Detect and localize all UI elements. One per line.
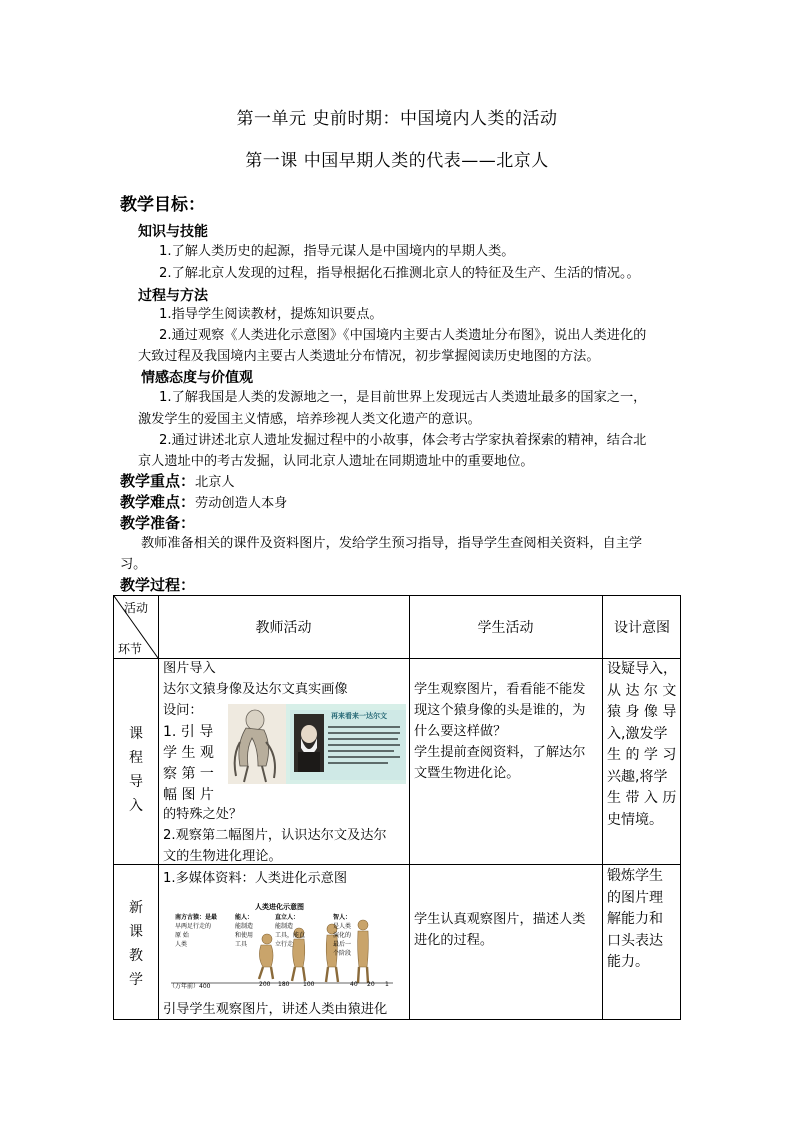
intro-teacher-line-1: 图片导入	[163, 661, 216, 676]
stage-intro: 课 程 导 入	[129, 726, 143, 814]
key-point-label: 教学重点：	[120, 472, 196, 490]
attitude-item-2-line-2: 京人遗址中的考古发掘，认同北京人遗址在同期遗址中的重要地位。	[138, 454, 534, 469]
intro-teacher-line-9: 2.观察第二幅图片，认识达尔文及达尔	[163, 828, 387, 843]
key-point-value: 北京人	[195, 475, 235, 490]
attitude-item-2-line-1: 2.通过讲述北京人遗址发掘过程中的小故事，体会考古学家执着探索的精神，结合北	[159, 433, 647, 448]
intro-teacher-line-2: 达尔文猿身像及达尔文真实画像	[163, 682, 348, 697]
intro-teacher-line-5: 学 生 观	[163, 745, 214, 761]
intro-student-line-2: 现这个猿身像的头是谁的，为	[414, 703, 586, 718]
diagram-tick-40: 40	[350, 981, 358, 988]
new-student-line-1: 学生认真观察图片，描述人类	[414, 912, 586, 927]
diagram-tick-180: 180	[278, 981, 290, 988]
preparation-line-2: 习。	[120, 557, 147, 572]
header-intent: 设计意图	[614, 620, 670, 636]
diagram-label-homo-habilis: 能人： 能制造 和使用 工具	[235, 914, 254, 948]
diagram-tick-20: 20	[367, 981, 375, 988]
intro-teacher-line-10: 文的生物进化理论。	[163, 849, 282, 864]
darwin-image-caption: 再来看来一达尔文	[331, 712, 387, 720]
intro-teacher-line-8: 的特殊之处？	[163, 807, 243, 822]
process-heading: 教学过程：	[120, 576, 196, 594]
difficulty-value: 劳动创造人本身	[195, 496, 288, 511]
intro-student-line-5: 文暨生物进化论。	[414, 766, 520, 781]
process-method-heading: 过程与方法	[138, 288, 208, 304]
header-teacher: 教师活动	[255, 620, 312, 636]
preparation-label: 教学准备：	[120, 514, 196, 532]
knowledge-item-1: 1.了解人类历史的起源，指导元谋人是中国境内的早期人类。	[159, 244, 515, 259]
preparation-line-1: 教师准备相关的课件及资料图片，发给学生预习指导，指导学生查阅相关资料，自主学	[141, 536, 643, 551]
corner-bottom-label: 环节	[118, 642, 143, 656]
intro-student-line-1: 学生观察图片，看看能不能发	[414, 682, 586, 697]
objectives-heading: 教学目标：	[120, 195, 205, 215]
diagram-tick-200: 200	[259, 981, 271, 988]
diagram-tick-1: 1	[385, 981, 389, 988]
intro-intent: 设疑导入， 从 达 尔 文 猿 身 像 导 入,激发学 生 的 学 习 兴趣,将学 生 带 入 历 史情境。	[607, 661, 677, 828]
intro-teacher-line-7: 幅 图 片	[163, 787, 214, 803]
darwin-images	[228, 704, 406, 784]
difficulty-label: 教学难点：	[120, 493, 196, 511]
new-teacher-line-2: 引导学生观察图片，讲述人类由猿进化	[163, 1002, 388, 1017]
process-item-2-line-2: 大致过程及我国境内主要古人类遗址分布情况，初步掌握阅读历史地图的方法。	[138, 349, 600, 364]
knowledge-heading: 知识与技能	[138, 224, 208, 240]
stage-new-lesson: 新 课 教 学	[129, 900, 143, 988]
header-student: 学生活动	[477, 620, 534, 636]
intro-student-line-4: 学生提前查阅资料，了解达尔	[414, 745, 586, 760]
diagram-label-homo-sapiens: 智人： 是人类 演化的 最后一 个阶段	[333, 914, 352, 957]
diagram-label-homo-erectus: 直立人： 能制造 工具，能直 立行走	[275, 914, 306, 948]
diagram-label-australopithecus: 南方古猿：是最 早两足行走的 原 始 人类	[175, 914, 218, 948]
diagram-title: 人类进化示意图	[255, 903, 304, 911]
new-teacher-line-1: 1.多媒体资料：人类进化示意图	[163, 871, 348, 886]
diagram-axis: （万年前）400	[169, 983, 211, 990]
new-intent: 锻炼学生 的图片理 解能力和 口头表达 能力。	[607, 868, 663, 970]
knowledge-item-2: 2.了解北京人发现的过程，指导根据化石推测北京人的特征及生产、生活的情况。。	[159, 266, 640, 281]
attitude-item-1-line-1: 1.了解我国是人类的发源地之一，是目前世界上发现远古人类遗址最多的国家之一，	[159, 390, 647, 405]
attitude-item-1-line-2: 激发学生的爱国主义情感，培养珍视人类文化遗产的意识。	[138, 412, 481, 427]
process-item-1: 1.指导学生阅读教材，提炼知识要点。	[159, 307, 383, 322]
lesson-title: 第一课 中国早期人类的代表——北京人	[245, 151, 549, 171]
corner-top-label: 活动	[124, 601, 149, 615]
diagram-tick-100: 100	[303, 981, 315, 988]
intro-teacher-line-6: 察 第 一	[163, 766, 214, 782]
attitude-heading: 情感态度与价值观	[141, 370, 253, 386]
human-evolution-diagram	[167, 895, 397, 991]
intro-teacher-line-3: 设问：	[163, 703, 203, 718]
unit-title: 第一单元 史前时期：中国境内人类的活动	[236, 109, 558, 129]
process-item-2-line-1: 2.通过观察《人类进化示意图》《中国境内主要古人类遗址分布图》，说出人类进化的	[159, 328, 647, 343]
intro-teacher-line-4: 1. 引 导	[163, 724, 214, 740]
new-student-line-2: 进化的过程。	[414, 933, 494, 948]
intro-student-line-3: 什么要这样做？	[414, 724, 507, 739]
